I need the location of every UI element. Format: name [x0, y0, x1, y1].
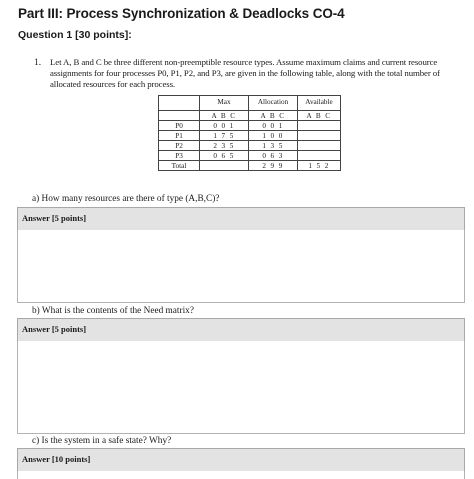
max-cell: 0 6 5	[200, 151, 249, 161]
max-cell	[200, 161, 249, 171]
part-b-answer-label: Answer [5 points]	[22, 324, 87, 334]
available-cell: 1 5 2	[298, 161, 341, 171]
table-row	[159, 131, 341, 141]
table-subheader-allocation: A B C	[249, 111, 298, 121]
table-header-blank	[159, 96, 200, 111]
allocation-cell: 2 9 9	[249, 161, 298, 171]
question-heading: Question 1 [30 points]:	[18, 29, 132, 41]
available-cell	[298, 141, 341, 151]
part-c-answer-label: Answer [10 points]	[22, 454, 91, 464]
allocation-cell: 1 0 0	[249, 131, 298, 141]
table-subheader-available: A B C	[298, 111, 341, 121]
row-label: P1	[159, 131, 200, 141]
table-row	[159, 151, 341, 161]
row-label: P3	[159, 151, 200, 161]
row-label: P2	[159, 141, 200, 151]
allocation-cell: 0 6 3	[249, 151, 298, 161]
row-label: Total	[159, 161, 200, 171]
max-cell: 0 0 1	[200, 121, 249, 131]
problem-number: 1.	[34, 58, 42, 68]
table-subheader-max: A B C	[200, 111, 249, 121]
part-a-answer-label: Answer [5 points]	[22, 213, 87, 223]
allocation-cell: 1 3 5	[249, 141, 298, 151]
page-title: Part III: Process Synchronization & Deadlocks CO-4	[18, 6, 345, 21]
part-c-question: c) Is the system in a safe state? Why?	[32, 436, 172, 446]
resource-table	[158, 95, 341, 171]
table-row	[159, 121, 341, 131]
part-c-answer-header	[17, 448, 465, 472]
table-header-max: Max	[200, 96, 249, 111]
table-row	[159, 141, 341, 151]
part-a-answer-header	[17, 207, 465, 231]
max-cell: 1 7 5	[200, 131, 249, 141]
part-b-answer-area[interactable]	[17, 341, 465, 433]
available-cell	[298, 131, 341, 141]
table-row-total	[159, 161, 341, 171]
available-cell	[298, 151, 341, 161]
table-subheader-blank	[159, 111, 200, 121]
table-header-available: Available	[298, 96, 341, 111]
row-label: P0	[159, 121, 200, 131]
part-b-answer-header	[17, 318, 465, 342]
problem-text: Let A, B and C be three different non-preemptible resource types. Assume maximum claims and current resource assignments for four processes P0, P1, P2, and P3, are given in the following table, along with the total number of allocated resources for each process.	[50, 57, 440, 89]
max-cell: 2 3 5	[200, 141, 249, 151]
available-cell	[298, 121, 341, 131]
part-c-answer-area[interactable]	[17, 471, 465, 479]
part-a-question: a) How many resources are there of type (A,B,C)?	[32, 194, 220, 204]
part-a-answer-area[interactable]	[17, 230, 465, 302]
table-header-allocation: Allocation	[249, 96, 298, 111]
part-b-question: b) What is the contents of the Need matrix?	[32, 306, 194, 316]
part-a-divider	[17, 302, 465, 303]
allocation-cell: 0 0 1	[249, 121, 298, 131]
part-b-divider	[17, 433, 465, 434]
